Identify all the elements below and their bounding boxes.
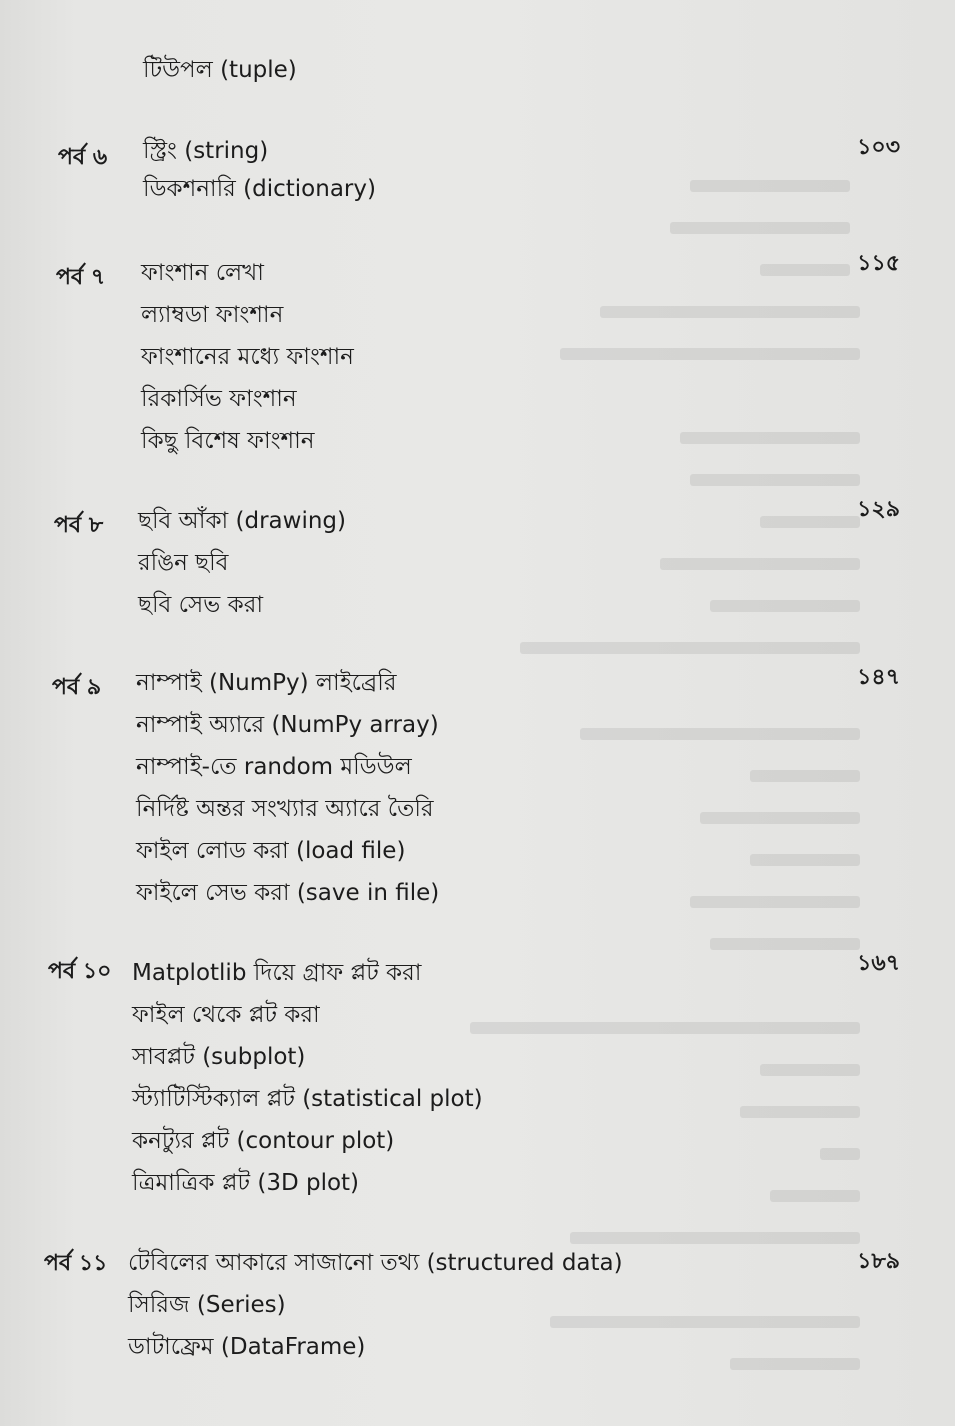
toc-entry: সিরিজ (Series) (128, 1292, 286, 1318)
toc-entry: সাবপ্লট (subplot) (132, 1044, 306, 1070)
page-number: ১৮৯ (857, 1249, 900, 1274)
toc-entry-tuple: টিউপল (tuple) (143, 57, 297, 83)
toc-entry: ডিকশনারি (dictionary) (143, 176, 376, 202)
toc-entry: ল্যাম্বডা ফাংশান (141, 302, 284, 328)
toc-entry: ফাংশান লেখা (141, 260, 264, 286)
part-label: পর্ব ১১ (44, 1251, 108, 1276)
bleed-through-text (560, 170, 920, 1370)
toc-entry: কনট্যুর প্লট (contour plot) (132, 1128, 395, 1154)
toc-entry: Matplotlib দিয়ে গ্রাফ প্লট করা (132, 960, 422, 986)
toc-entry: নাম্পাই অ্যারে (NumPy array) (136, 712, 439, 738)
part-label: পর্ব ৭ (56, 265, 106, 290)
toc-entry: নাম্পাই (NumPy) লাইব্রেরি (136, 670, 397, 696)
toc-entry: নির্দিষ্ট অন্তর সংখ্যার অ্যারে তৈরি (136, 796, 434, 822)
toc-entry: ডাটাফ্রেম (DataFrame) (128, 1334, 366, 1360)
toc-entry: টেবিলের আকারে সাজানো তথ্য (structured data) (128, 1250, 623, 1276)
toc-entry: ফাইল থেকে প্লট করা (132, 1002, 320, 1028)
toc-entry: রঙিন ছবি (138, 550, 229, 576)
page-number: ১২৯ (857, 497, 900, 522)
page-number: ১০৩ (857, 135, 900, 160)
toc-entry: কিছু বিশেষ ফাংশান (141, 428, 315, 454)
part-label: পর্ব ৮ (54, 513, 104, 538)
toc-entry: ফাংশানের মধ্যে ফাংশান (141, 344, 354, 370)
page-number: ১৪৭ (857, 665, 900, 690)
page-number: ১৬৭ (857, 951, 900, 976)
toc-entry: ত্রিমাত্রিক প্লট (3D plot) (132, 1170, 360, 1196)
toc-entry: ছবি সেভ করা (138, 592, 264, 618)
toc-entry: নাম্পাই-তে random মডিউল (136, 754, 412, 780)
part-label: পর্ব ৯ (52, 675, 102, 700)
toc-entry: ফাইল লোড করা (load file) (136, 838, 406, 864)
toc-entry: ছবি আঁকা (drawing) (138, 508, 347, 534)
toc-entry: স্ট্রিং (string) (143, 138, 269, 164)
part-label: পর্ব ১০ (48, 959, 112, 984)
part-label: পর্ব ৬ (58, 145, 108, 170)
toc-entry: রিকার্সিভ ফাংশান (141, 386, 297, 412)
toc-entry: স্ট্যাটিস্টিক্যাল প্লট (statistical plot) (132, 1086, 483, 1112)
toc-entry: ফাইলে সেভ করা (save in file) (136, 880, 440, 906)
page-number: ১১৫ (857, 251, 900, 276)
